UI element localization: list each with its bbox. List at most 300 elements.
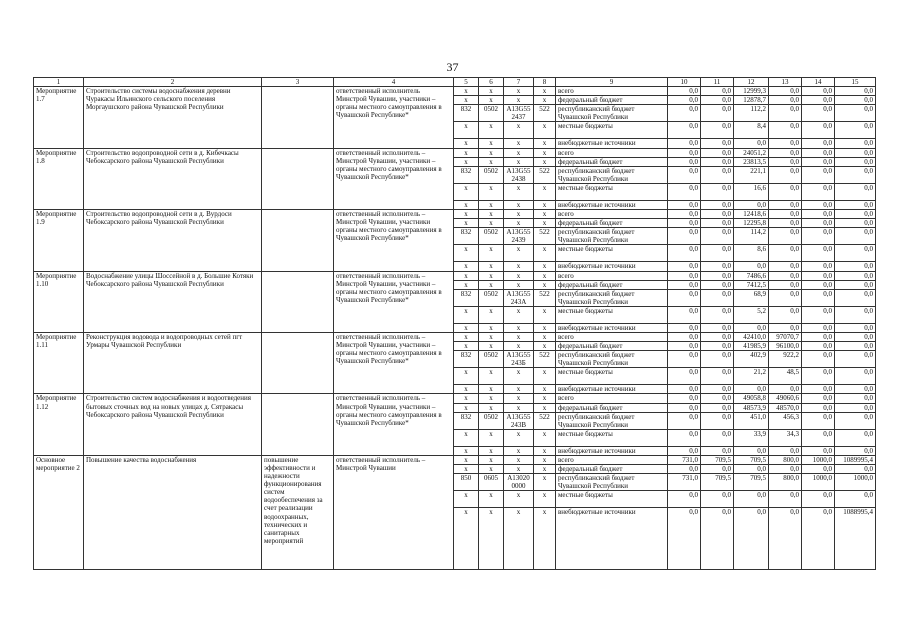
amount-cell: 48570,0 [769, 403, 802, 412]
grbs-code: x [454, 368, 479, 385]
grbs-code: x [454, 323, 479, 332]
amount-cell: 0,0 [802, 96, 835, 105]
amount-cell: 33,9 [734, 429, 769, 446]
amount-cell: 0,0 [701, 210, 734, 219]
grbs-code: x [454, 429, 479, 446]
section-code: x [479, 465, 504, 474]
amount-cell: 0,0 [701, 351, 734, 368]
amount-cell: 0,0 [734, 262, 769, 271]
amount-cell: 0,0 [802, 228, 835, 245]
amount-cell: 0,0 [701, 332, 734, 341]
amount-cell: 23813,5 [734, 157, 769, 166]
expense-type-code: 522 [534, 289, 556, 306]
amount-cell: 0,0 [835, 148, 876, 157]
amount-cell: 0,0 [701, 245, 734, 262]
amount-cell: 0,0 [769, 200, 802, 209]
expense-type-code: x [534, 403, 556, 412]
activity-executor: ответственный исполнитель – Минстрой Чувашии, участники – органы местного самоуправления в Чувашской Республике* [334, 332, 454, 393]
funding-source: местные бюджеты [556, 122, 668, 139]
amount-cell: 0,0 [668, 394, 701, 403]
amount-cell: 0,0 [835, 385, 876, 394]
activity-id: Основное мероприятие 2 [34, 455, 84, 569]
amount-cell: 0,0 [835, 306, 876, 323]
amount-cell: 0,0 [835, 332, 876, 341]
grbs-code: x [454, 342, 479, 351]
grbs-code: x [454, 280, 479, 289]
section-code: x [479, 183, 504, 200]
amount-cell: 0,0 [734, 385, 769, 394]
amount-cell: 0,0 [701, 228, 734, 245]
section-code: x [479, 323, 504, 332]
amount-cell: 0,0 [701, 491, 734, 508]
target-article-code: x [504, 306, 534, 323]
expense-type-code: x [534, 332, 556, 341]
column-number: 2 [84, 78, 262, 87]
target-article-code: x [504, 385, 534, 394]
section-code: x [479, 139, 504, 148]
amount-cell: 0,0 [701, 271, 734, 280]
funding-source: федеральный бюджет [556, 96, 668, 105]
amount-cell: 0,0 [802, 262, 835, 271]
section-code: x [479, 342, 504, 351]
amount-cell: 709,5 [734, 455, 769, 464]
grbs-code: x [454, 446, 479, 455]
amount-cell: 0,0 [769, 96, 802, 105]
amount-cell: 0,0 [668, 87, 701, 96]
amount-cell: 0,0 [802, 385, 835, 394]
amount-cell: 0,0 [802, 412, 835, 429]
amount-cell: 0,0 [701, 306, 734, 323]
funding-source: всего [556, 332, 668, 341]
expense-type-code: x [534, 148, 556, 157]
activity-goal: повышение эффективности и надежности функционирования систем водообеспечения за счет реализации водоохранных, технических и санитарных мероприятий [262, 455, 334, 569]
expense-type-code: x [534, 306, 556, 323]
expense-type-code: x [534, 200, 556, 209]
amount-cell: 0,0 [668, 368, 701, 385]
amount-cell: 0,0 [835, 245, 876, 262]
amount-cell: 0,0 [769, 245, 802, 262]
amount-cell: 0,0 [835, 429, 876, 446]
amount-cell: 0,0 [668, 446, 701, 455]
amount-cell: 0,0 [802, 139, 835, 148]
amount-cell: 0,0 [769, 157, 802, 166]
amount-cell: 709,5 [701, 474, 734, 491]
budget-table [33, 77, 876, 570]
expense-type-code: x [534, 96, 556, 105]
section-code: 0605 [479, 474, 504, 491]
amount-cell: 48573,9 [734, 403, 769, 412]
section-code: x [479, 219, 504, 228]
amount-cell: 112,2 [734, 105, 769, 122]
amount-cell: 0,0 [668, 289, 701, 306]
section-code: x [479, 280, 504, 289]
funding-source: республиканский бюджет Чувашской Республики [556, 474, 668, 491]
amount-cell: 1000,0 [835, 474, 876, 491]
amount-cell: 0,0 [802, 148, 835, 157]
amount-cell: 0,0 [835, 157, 876, 166]
table-row [34, 271, 876, 280]
amount-cell: 0,0 [734, 508, 769, 570]
funding-source: всего [556, 394, 668, 403]
section-code: x [479, 394, 504, 403]
table-row [34, 148, 876, 157]
amount-cell: 0,0 [802, 105, 835, 122]
amount-cell: 0,0 [835, 122, 876, 139]
target-article-code: x [504, 245, 534, 262]
amount-cell: 0,0 [701, 183, 734, 200]
amount-cell: 0,0 [668, 323, 701, 332]
activity-name: Строительство системы водоснабжения деревни Чуракасы Ильинского сельского поселения Моргаушского района Чувашской Республики [84, 87, 262, 148]
grbs-code: x [454, 508, 479, 570]
target-article-code: x [504, 200, 534, 209]
activity-goal [262, 394, 334, 455]
amount-cell: 0,0 [701, 446, 734, 455]
table-body [34, 78, 876, 570]
funding-source: всего [556, 271, 668, 280]
funding-source: федеральный бюджет [556, 280, 668, 289]
target-article-code: x [504, 491, 534, 508]
amount-cell: 0,0 [835, 412, 876, 429]
expense-type-code: 522 [534, 351, 556, 368]
funding-source: местные бюджеты [556, 245, 668, 262]
grbs-code: x [454, 271, 479, 280]
amount-cell: 0,0 [701, 87, 734, 96]
column-number: 4 [334, 78, 454, 87]
amount-cell: 0,0 [835, 271, 876, 280]
amount-cell: 922,2 [769, 351, 802, 368]
amount-cell: 0,0 [701, 262, 734, 271]
target-article-code: А13G55 2439 [504, 228, 534, 245]
grbs-code: x [454, 262, 479, 271]
amount-cell: 0,0 [701, 385, 734, 394]
amount-cell: 0,0 [668, 271, 701, 280]
activity-name: Повышение качества водоснабжения [84, 455, 262, 569]
amount-cell: 0,0 [734, 139, 769, 148]
section-code: x [479, 306, 504, 323]
grbs-code: 832 [454, 412, 479, 429]
expense-type-code: x [534, 157, 556, 166]
section-code: 0502 [479, 105, 504, 122]
section-code: x [479, 210, 504, 219]
amount-cell: 0,0 [802, 446, 835, 455]
funding-source: республиканский бюджет Чувашской Республики [556, 228, 668, 245]
amount-cell: 0,0 [802, 289, 835, 306]
amount-cell: 0,0 [701, 166, 734, 183]
activity-goal [262, 148, 334, 209]
section-code: x [479, 262, 504, 271]
grbs-code: x [454, 394, 479, 403]
amount-cell: 0,0 [701, 96, 734, 105]
expense-type-code: x [534, 210, 556, 219]
expense-type-code: x [534, 385, 556, 394]
amount-cell: 0,0 [769, 306, 802, 323]
grbs-code: 832 [454, 166, 479, 183]
activity-id: Мероприятие 1.7 [34, 87, 84, 148]
amount-cell: 0,0 [802, 342, 835, 351]
amount-cell: 0,0 [835, 465, 876, 474]
amount-cell: 12878,7 [734, 96, 769, 105]
section-code: x [479, 332, 504, 341]
table-row [34, 210, 876, 219]
column-number: 3 [262, 78, 334, 87]
amount-cell: 0,0 [802, 394, 835, 403]
amount-cell: 0,0 [769, 262, 802, 271]
funding-source: федеральный бюджет [556, 157, 668, 166]
amount-cell: 8,4 [734, 122, 769, 139]
amount-cell: 0,0 [668, 332, 701, 341]
amount-cell: 0,0 [668, 200, 701, 209]
target-article-code: x [504, 210, 534, 219]
section-code: x [479, 271, 504, 280]
activity-executor: ответственный исполнитель – Минстрой Чувашии, участники – органы местного самоуправления в Чувашской Республике* [334, 271, 454, 332]
amount-cell: 0,0 [769, 289, 802, 306]
amount-cell: 0,0 [701, 403, 734, 412]
amount-cell: 0,0 [668, 508, 701, 570]
column-number: 11 [701, 78, 734, 87]
amount-cell: 0,0 [701, 508, 734, 570]
amount-cell: 0,0 [668, 280, 701, 289]
amount-cell: 1088995,4 [835, 508, 876, 570]
expense-type-code: x [534, 139, 556, 148]
target-article-code: А13020 0000 [504, 474, 534, 491]
activity-name: Строительство водопроводной сети в д. Кибечкасы Чебоксарского района Чувашской Республики [84, 148, 262, 209]
amount-cell: 0,0 [734, 491, 769, 508]
amount-cell: 0,0 [668, 219, 701, 228]
amount-cell: 0,0 [769, 385, 802, 394]
amount-cell: 1089995,4 [835, 455, 876, 464]
grbs-code: x [454, 148, 479, 157]
amount-cell: 0,0 [668, 385, 701, 394]
target-article-code: x [504, 148, 534, 157]
expense-type-code: x [534, 455, 556, 464]
amount-cell: 0,0 [668, 342, 701, 351]
amount-cell: 0,0 [835, 262, 876, 271]
column-number-row [34, 78, 876, 87]
amount-cell: 0,0 [701, 122, 734, 139]
amount-cell: 0,0 [701, 200, 734, 209]
grbs-code: x [454, 491, 479, 508]
grbs-code: 832 [454, 289, 479, 306]
funding-source: внебюджетные источники [556, 508, 668, 570]
amount-cell: 0,0 [802, 368, 835, 385]
section-code: x [479, 157, 504, 166]
section-code: 0502 [479, 412, 504, 429]
funding-source: внебюджетные источники [556, 323, 668, 332]
activity-executor: ответственный исполнитель – Минстрой Чувашии, участники – органы местного самоуправления в Чувашской Республике* [334, 148, 454, 209]
amount-cell: 0,0 [668, 210, 701, 219]
column-number: 14 [802, 78, 835, 87]
target-article-code: x [504, 508, 534, 570]
amount-cell: 0,0 [701, 368, 734, 385]
amount-cell: 0,0 [802, 245, 835, 262]
expense-type-code: 522 [534, 228, 556, 245]
amount-cell: 0,0 [835, 200, 876, 209]
funding-source: республиканский бюджет Чувашской Республики [556, 289, 668, 306]
expense-type-code: x [534, 271, 556, 280]
grbs-code: x [454, 122, 479, 139]
activity-id: Мероприятие 1.11 [34, 332, 84, 393]
funding-source: всего [556, 455, 668, 464]
target-article-code: x [504, 157, 534, 166]
amount-cell: 34,3 [769, 429, 802, 446]
amount-cell: 0,0 [701, 280, 734, 289]
amount-cell: 0,0 [668, 245, 701, 262]
grbs-code: x [454, 332, 479, 341]
funding-source: федеральный бюджет [556, 342, 668, 351]
activity-id: Мероприятие 1.9 [34, 210, 84, 271]
amount-cell: 0,0 [769, 139, 802, 148]
amount-cell: 0,0 [701, 148, 734, 157]
expense-type-code: x [534, 368, 556, 385]
activity-executor: ответственный исполнитель Минстрой Чувашии, участники – органы местного самоуправления в Чувашской Республике* [334, 87, 454, 148]
section-code: x [479, 200, 504, 209]
activity-name: Водоснабжение улицы Шоссейной в д. Большие Котяки Чебоксарского района Чувашской Республики [84, 271, 262, 332]
amount-cell: 96100,0 [769, 342, 802, 351]
funding-source: всего [556, 87, 668, 96]
target-article-code: А13G55 243А [504, 289, 534, 306]
amount-cell: 0,0 [835, 219, 876, 228]
amount-cell: 49058,8 [734, 394, 769, 403]
section-code: x [479, 96, 504, 105]
activity-id: Мероприятие 1.8 [34, 148, 84, 209]
amount-cell: 16,6 [734, 183, 769, 200]
funding-source: республиканский бюджет Чувашской Республики [556, 105, 668, 122]
amount-cell: 221,1 [734, 166, 769, 183]
amount-cell: 0,0 [769, 87, 802, 96]
amount-cell: 0,0 [802, 491, 835, 508]
amount-cell: 0,0 [668, 183, 701, 200]
section-code: x [479, 368, 504, 385]
target-article-code: x [504, 429, 534, 446]
grbs-code: 832 [454, 105, 479, 122]
expense-type-code: x [534, 429, 556, 446]
amount-cell: 0,0 [668, 465, 701, 474]
column-number: 1 [34, 78, 84, 87]
amount-cell: 0,0 [701, 465, 734, 474]
expense-type-code: x [534, 245, 556, 262]
target-article-code: А13G55 243В [504, 412, 534, 429]
amount-cell: 68,9 [734, 289, 769, 306]
grbs-code: x [454, 157, 479, 166]
amount-cell: 0,0 [802, 200, 835, 209]
amount-cell: 21,2 [734, 368, 769, 385]
grbs-code: x [454, 245, 479, 262]
amount-cell: 0,0 [835, 289, 876, 306]
target-article-code: x [504, 262, 534, 271]
amount-cell: 0,0 [734, 465, 769, 474]
grbs-code: 850 [454, 474, 479, 491]
amount-cell: 0,0 [668, 429, 701, 446]
table-row [34, 332, 876, 341]
grbs-code: x [454, 210, 479, 219]
section-code: x [479, 385, 504, 394]
expense-type-code: 522 [534, 166, 556, 183]
column-number: 12 [734, 78, 769, 87]
target-article-code: x [504, 96, 534, 105]
amount-cell: 0,0 [835, 446, 876, 455]
target-article-code: А13G55 243Б [504, 351, 534, 368]
amount-cell: 0,0 [668, 148, 701, 157]
amount-cell: 0,0 [835, 210, 876, 219]
amount-cell: 0,0 [802, 271, 835, 280]
activity-goal [262, 332, 334, 393]
funding-source: республиканский бюджет Чувашской Республики [556, 351, 668, 368]
amount-cell: 0,0 [802, 219, 835, 228]
amount-cell: 709,5 [734, 474, 769, 491]
expense-type-code: x [534, 323, 556, 332]
target-article-code: x [504, 394, 534, 403]
amount-cell: 0,0 [835, 280, 876, 289]
amount-cell: 0,0 [668, 139, 701, 148]
expense-type-code: x [534, 219, 556, 228]
amount-cell: 456,3 [769, 412, 802, 429]
grbs-code: 832 [454, 228, 479, 245]
expense-type-code: x [534, 446, 556, 455]
section-code: 0502 [479, 228, 504, 245]
amount-cell: 114,2 [734, 228, 769, 245]
section-code: x [479, 403, 504, 412]
amount-cell: 0,0 [701, 412, 734, 429]
amount-cell: 0,0 [668, 262, 701, 271]
activity-goal [262, 271, 334, 332]
amount-cell: 12999,3 [734, 87, 769, 96]
funding-source: внебюджетные источники [556, 446, 668, 455]
section-code: x [479, 148, 504, 157]
target-article-code: А13G55 2438 [504, 166, 534, 183]
amount-cell: 731,0 [668, 455, 701, 464]
grbs-code: x [454, 219, 479, 228]
section-code: 0502 [479, 351, 504, 368]
amount-cell: 0,0 [769, 323, 802, 332]
amount-cell: 0,0 [802, 403, 835, 412]
amount-cell: 0,0 [668, 491, 701, 508]
amount-cell: 0,0 [701, 323, 734, 332]
column-number: 9 [556, 78, 668, 87]
table-row [34, 455, 876, 464]
amount-cell: 0,0 [668, 166, 701, 183]
column-number: 13 [769, 78, 802, 87]
funding-source: всего [556, 210, 668, 219]
section-code: x [479, 245, 504, 262]
amount-cell: 0,0 [835, 105, 876, 122]
amount-cell: 0,0 [701, 394, 734, 403]
funding-source: внебюджетные источники [556, 385, 668, 394]
target-article-code: x [504, 87, 534, 96]
activity-executor: ответственный исполнитель – Минстрой Чувашии, участники органы местного самоуправления в Чувашской Республике* [334, 210, 454, 271]
column-number: 6 [479, 78, 504, 87]
section-code: x [479, 446, 504, 455]
funding-source: местные бюджеты [556, 368, 668, 385]
amount-cell: 451,0 [734, 412, 769, 429]
target-article-code: x [504, 122, 534, 139]
funding-source: внебюджетные источники [556, 262, 668, 271]
column-number: 10 [668, 78, 701, 87]
section-code: 0502 [479, 289, 504, 306]
amount-cell: 0,0 [769, 491, 802, 508]
amount-cell: 0,0 [668, 96, 701, 105]
funding-source: федеральный бюджет [556, 465, 668, 474]
amount-cell: 0,0 [835, 183, 876, 200]
expense-type-code: x [534, 183, 556, 200]
expense-type-code: x [534, 122, 556, 139]
activity-name: Строительство систем водоснабжения и водоотведения бытовых сточных вод на новых улицах д. Сятракасы Чебоксарского района Чувашской Республики [84, 394, 262, 455]
funding-source: местные бюджеты [556, 491, 668, 508]
amount-cell: 0,0 [769, 228, 802, 245]
activity-name: Строительство водопроводной сети в д. Вурдоси Чебоксарского района Чувашской Республики [84, 210, 262, 271]
amount-cell: 0,0 [835, 87, 876, 96]
grbs-code: x [454, 139, 479, 148]
amount-cell: 0,0 [835, 342, 876, 351]
